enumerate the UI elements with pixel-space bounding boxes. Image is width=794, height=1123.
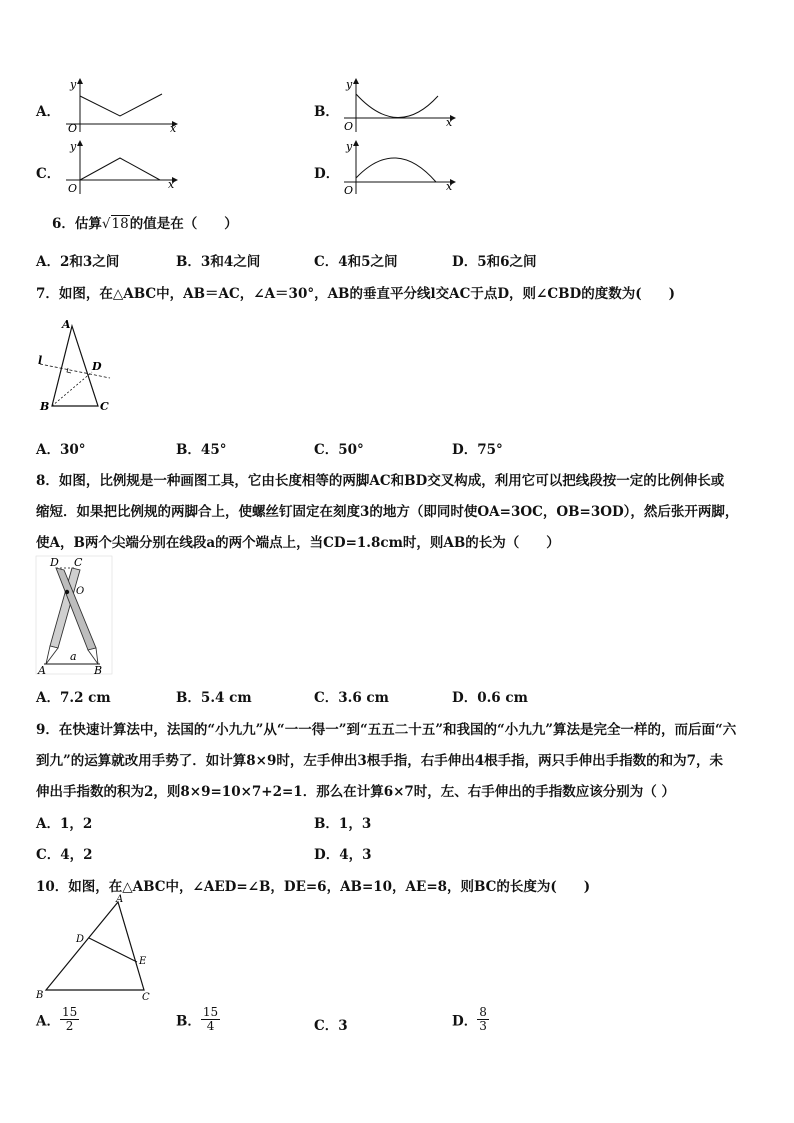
svg-text:y: y [70, 78, 77, 91]
question-7-option-b[interactable]: B．45° [176, 442, 227, 458]
graph-option-a-label: A． [36, 104, 60, 120]
question-6-option-c[interactable]: C．4和5之间 [314, 254, 398, 270]
svg-text:O: O [68, 122, 78, 135]
fraction-15-over-4: $\frac{15}{4}$ [202, 1005, 219, 1033]
question-8-line-1: 8．如图，比例规是一种画图工具，它由长度相等的两脚AC和BD交叉构成，利用它可以把线段按一定的比例伸长或 [36, 473, 725, 489]
svg-text:x: x [446, 116, 453, 129]
sqrt-18-expression: √18 [101, 216, 129, 232]
svg-text:C: C [142, 992, 150, 1003]
question-9-option-d[interactable]: D．4，3 [314, 847, 372, 863]
fraction-8-over-3: $\frac{8}{3}$ [479, 1005, 487, 1033]
svg-text:A: A [62, 318, 71, 331]
svg-text:A: A [38, 664, 46, 677]
svg-text:D: D [92, 360, 102, 373]
svg-text:E: E [139, 956, 147, 967]
svg-text:A: A [116, 894, 124, 905]
svg-text:O: O [68, 182, 78, 195]
question-6-stem [52, 212, 238, 232]
svg-text:O: O [344, 120, 354, 133]
svg-text:D: D [76, 934, 85, 945]
question-8-option-d[interactable]: D．0.6 cm [452, 690, 528, 706]
svg-text:x: x [446, 180, 453, 193]
svg-text:a: a [70, 650, 77, 663]
question-10-option-c[interactable]: C．3 [314, 1018, 348, 1034]
svg-text:y: y [70, 140, 77, 153]
svg-text:x: x [170, 122, 177, 135]
question-6-option-a[interactable]: A．2和3之间 [36, 254, 120, 270]
graph-option-c [60, 138, 180, 196]
question-10-stem: 10．如图，在△ABC中，∠AED=∠B，DE=6，AB=10，AE=8，则BC的长度为( ) [36, 879, 591, 895]
svg-text:B: B [94, 664, 103, 677]
question-9-option-c[interactable]: C．4，2 [36, 847, 93, 863]
question-8-option-b[interactable]: B．5.4 cm [176, 690, 252, 706]
question-9-option-a[interactable]: A．1，2 [36, 816, 93, 832]
svg-text:x: x [168, 178, 175, 191]
graph-option-d [338, 138, 458, 196]
graph-option-d-label: D． [314, 166, 340, 182]
question-8-line-2: 缩短．如果把比例规的两脚合上，使螺丝钉固定在刻度3的地方（即同时使OA=3OC，OB=3OD），然后张开两脚， [36, 504, 739, 520]
question-9-line-3: 伸出手指数的积为2，则8×9=10×7+2=1．那么在计算6×7时，左、右手伸出的手指数应该分别为（ ） [36, 784, 676, 800]
svg-text:O: O [76, 586, 85, 597]
question-8-proportional-compass-figure [34, 554, 114, 678]
question-7-option-a[interactable]: A．30° [36, 442, 86, 458]
question-7-stem: 7．如图，在△ABC中，AB＝AC，∠A＝30°，AB的垂直平分线l交AC于点D，则∠CBD的度数为( ) [36, 286, 675, 302]
question-6-option-b[interactable]: B．3和4之间 [176, 254, 261, 270]
svg-text:l: l [38, 354, 43, 367]
question-7-option-d[interactable]: D．75° [452, 442, 503, 458]
fraction-15-over-2: $\frac{15}{2}$ [61, 1005, 78, 1033]
question-7-option-c[interactable]: C．50° [314, 442, 364, 458]
svg-text:B: B [40, 400, 50, 413]
question-7-figure [34, 318, 124, 418]
question-10-option-a[interactable]: A． $\frac{15}{2}$ [36, 1005, 78, 1033]
question-10-option-b[interactable]: B． $\frac{15}{4}$ [176, 1005, 219, 1033]
question-9-line-2: 到九”的运算就改用手势了．如计算8×9时，左手伸出3根手指，右手伸出4根手指，两只手伸出手指数的和为7，未 [36, 753, 724, 769]
graph-option-b-label: B． [314, 104, 339, 120]
graph-option-a [60, 76, 180, 134]
svg-text:y: y [346, 78, 353, 91]
graph-option-c-label: C． [36, 166, 61, 182]
question-6-text-before: 6．估算 [52, 216, 102, 232]
question-10-figure [34, 894, 164, 1004]
question-8-option-a[interactable]: A．7.2 cm [36, 690, 111, 706]
graph-option-b [338, 76, 458, 134]
question-10-option-d[interactable]: D． $\frac{8}{3}$ [452, 1005, 487, 1033]
question-9-line-1: 9．在快速计算法中，法国的“小九九”从“一一得一”到“五五二十五”和我国的“小九九”算法是完全一样的，而后面“六 [36, 722, 737, 738]
question-9-option-b[interactable]: B．1，3 [314, 816, 372, 832]
svg-text:y: y [346, 140, 353, 153]
svg-text:C: C [74, 556, 83, 569]
question-8-option-c[interactable]: C．3.6 cm [314, 690, 389, 706]
question-6-text-after: 的值是在（ ） [129, 216, 238, 232]
question-6-option-d[interactable]: D．5和6之间 [452, 254, 537, 270]
svg-text:B: B [36, 990, 44, 1001]
svg-text:C: C [100, 400, 109, 413]
svg-text:D: D [50, 556, 59, 569]
svg-text:O: O [344, 184, 354, 197]
question-8-line-3: 使A，B两个尖端分别在线段a的两个端点上，当CD=1.8cm时，则AB的长为（ ） [36, 535, 560, 551]
